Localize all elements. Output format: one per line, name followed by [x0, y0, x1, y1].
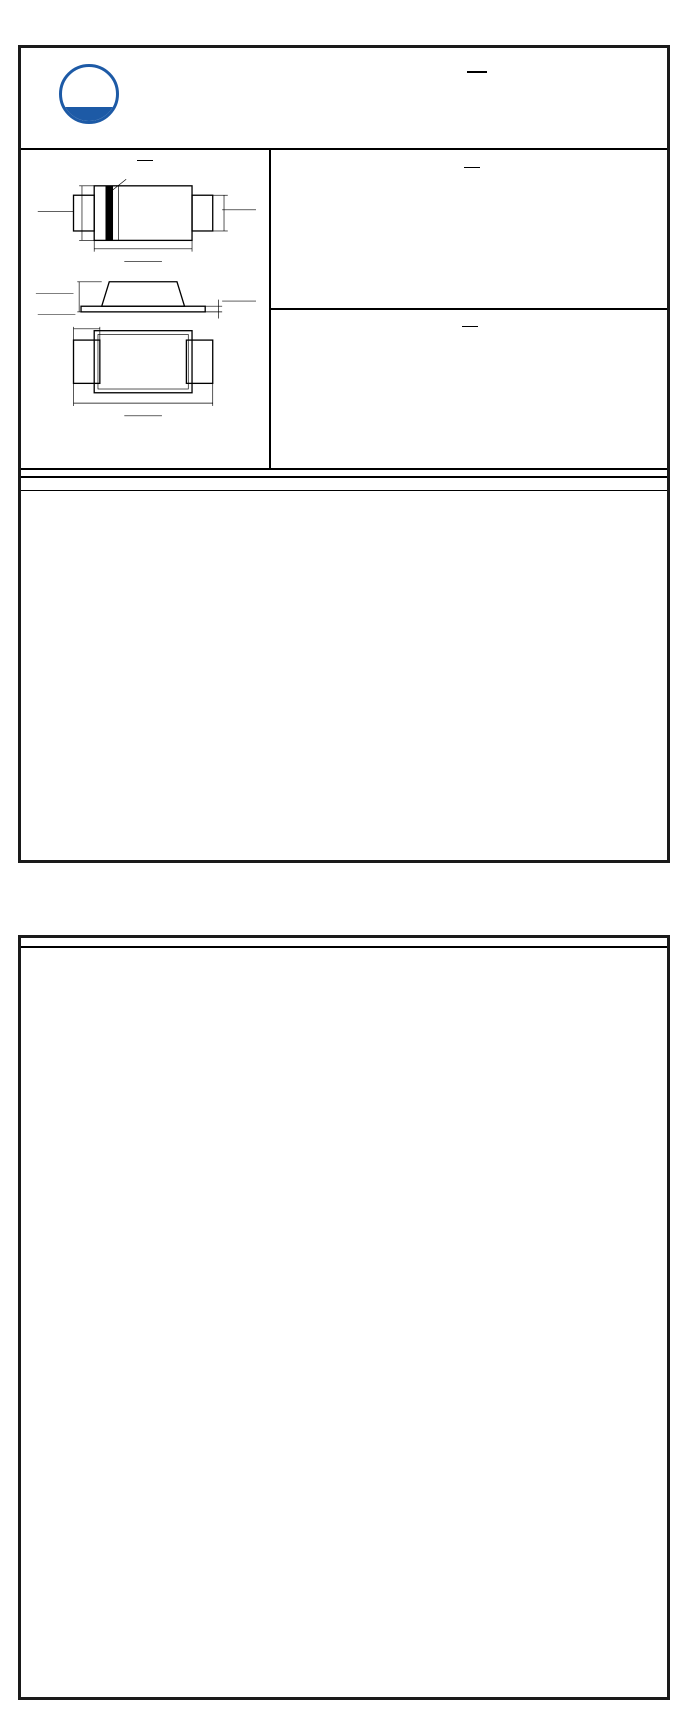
features-section: [271, 150, 667, 310]
mechanical-heading: [462, 325, 478, 327]
figure-4: [344, 1150, 665, 1310]
curves-heading: [21, 938, 667, 948]
figures-grid: [21, 948, 667, 1496]
logo: [21, 48, 286, 148]
figure-6: [344, 1336, 665, 1496]
mechanical-data-section: [271, 310, 667, 336]
features-heading: [464, 166, 480, 168]
figure-4-plot: [355, 1153, 655, 1303]
figure-5: [23, 1336, 344, 1496]
figure-6-plot: [355, 1339, 655, 1489]
figure-3: [23, 1150, 344, 1310]
page-title: [467, 69, 487, 73]
ratings-conditions: [21, 478, 667, 491]
curves-page: [18, 935, 670, 1700]
figure-2-plot: [355, 967, 655, 1117]
ratings-heading: [21, 468, 667, 478]
header: [21, 48, 667, 150]
table-notes: [21, 491, 667, 498]
figure-1: [23, 964, 344, 1124]
package-outline-section: [21, 150, 271, 468]
figure-2: [344, 964, 665, 1124]
brand-logo-icon: [59, 64, 119, 124]
figure-5-plot: [34, 1339, 334, 1489]
figure-3-plot: [34, 1153, 334, 1303]
datasheet-page-1: [18, 45, 670, 863]
package-drawing: [34, 161, 256, 427]
figure-1-plot: [34, 967, 334, 1117]
